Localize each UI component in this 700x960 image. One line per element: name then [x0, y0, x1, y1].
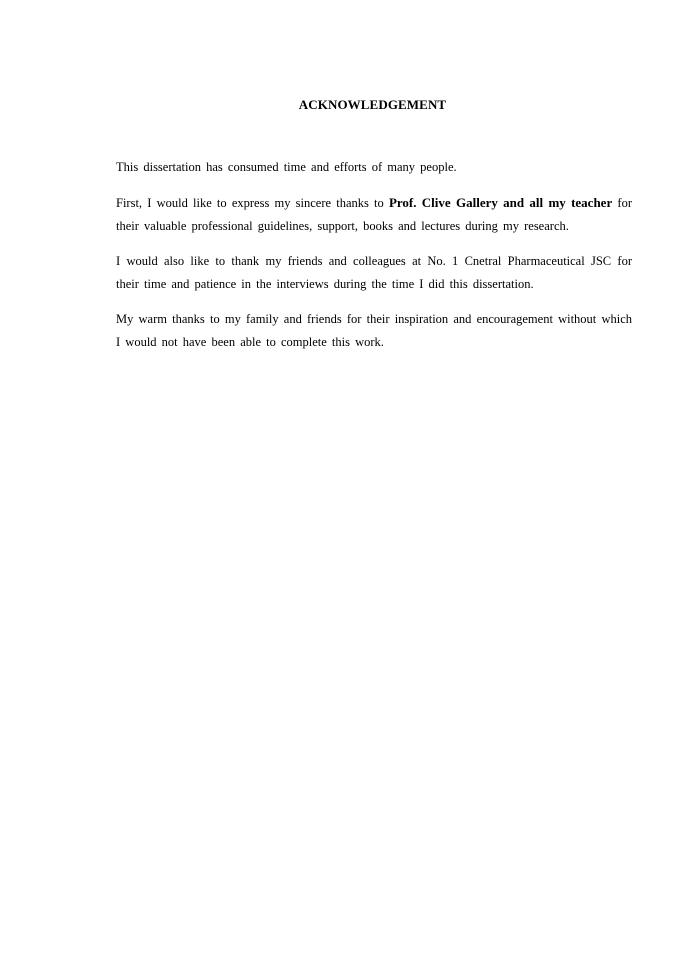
paragraph-thanks-rest: for their valuable professional guidelines, support, books and lectures during my research.	[116, 196, 632, 233]
professor-name: Prof. Clive Gallery and all my teacher	[388, 195, 613, 210]
paragraph-thanks-family: My warm thanks to my family and friends for their inspiration and encouragement without which I would not have been able to complete this work.	[116, 312, 632, 349]
page-title: ACKNOWLEDGEMENT	[298, 97, 447, 112]
paragraph-thanks-lead: First, I would like to express my sincere thanks to	[116, 196, 389, 210]
paragraph-thanks-colleagues: I would also like to thank my friends and colleagues at No. 1 Cnetral Pharmaceutical JSC for their time and patience in the interviews during the time I did this dissertation.	[116, 254, 632, 291]
paragraph-intro: This dissertation has consumed time and efforts of many people.	[116, 160, 457, 174]
document-body	[116, 156, 632, 366]
paragraph-thanks-professor	[116, 191, 632, 238]
